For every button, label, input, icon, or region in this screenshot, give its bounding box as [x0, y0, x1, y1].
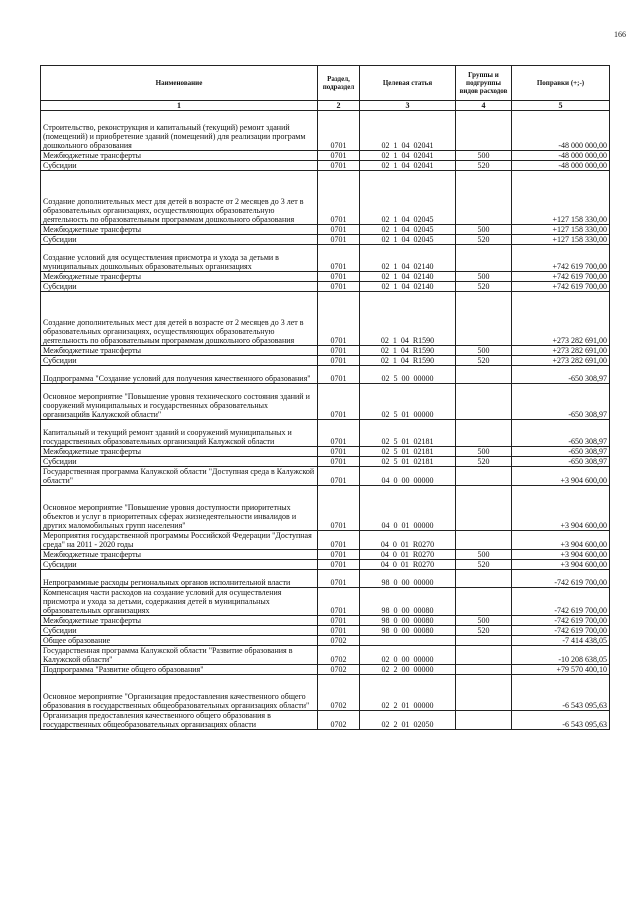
cell-name: Подпрограмма "Создание условий для получения качественного образования"	[41, 366, 318, 384]
table-row	[41, 467, 610, 486]
cell-group	[456, 467, 512, 486]
cell-section: 0701	[318, 457, 360, 467]
table-row	[41, 384, 610, 420]
cell-name: Межбюджетные трансферты	[41, 272, 318, 282]
cell-section: 0702	[318, 711, 360, 730]
column-number: 3	[360, 101, 456, 111]
cell-section: 0702	[318, 665, 360, 675]
cell-section: 0702	[318, 675, 360, 711]
cell-amount: -742 619 700,00	[512, 616, 610, 626]
column-number: 1	[41, 101, 318, 111]
cell-group	[456, 245, 512, 272]
cell-group: 500	[456, 616, 512, 626]
table-row	[41, 346, 610, 356]
header-name: Наименование	[41, 66, 318, 101]
cell-amount: -742 619 700,00	[512, 588, 610, 616]
cell-group: 500	[456, 225, 512, 235]
cell-amount: -6 543 095,63	[512, 675, 610, 711]
cell-section: 0701	[318, 626, 360, 636]
cell-group: 500	[456, 447, 512, 457]
cell-amount: +273 282 691,00	[512, 356, 610, 366]
cell-name: Организация предоставления качественного общего образования в государственных общеобразовательных организациях области	[41, 711, 318, 730]
cell-group	[456, 665, 512, 675]
cell-group	[456, 711, 512, 730]
cell-section: 0701	[318, 282, 360, 292]
cell-name: Субсидии	[41, 560, 318, 570]
cell-target: 02 1 04 02045	[360, 171, 456, 225]
cell-amount: -650 308,97	[512, 447, 610, 457]
cell-amount: +742 619 700,00	[512, 282, 610, 292]
table-row	[41, 235, 610, 245]
cell-group: 520	[456, 356, 512, 366]
cell-target: 02 0 00 00000	[360, 646, 456, 665]
cell-target: 98 0 00 00080	[360, 626, 456, 636]
cell-section: 0702	[318, 636, 360, 646]
header-amount: Поправки (+;-)	[512, 66, 610, 101]
cell-section: 0701	[318, 531, 360, 550]
cell-target: 04 0 00 00000	[360, 467, 456, 486]
cell-amount: +742 619 700,00	[512, 245, 610, 272]
cell-name: Межбюджетные трансферты	[41, 346, 318, 356]
cell-target: 02 1 04 02140	[360, 272, 456, 282]
cell-name: Создание дополнительных мест для детей в возрасте от 2 месяцев до 3 лет в образовательных организациях, осуществляющих образовательную деятельность по образовательным программам дошкольного образования	[41, 171, 318, 225]
table-row	[41, 356, 610, 366]
cell-group: 520	[456, 626, 512, 636]
table-row	[41, 420, 610, 447]
cell-amount: -742 619 700,00	[512, 626, 610, 636]
cell-section: 0701	[318, 550, 360, 560]
cell-group	[456, 111, 512, 151]
cell-target: 02 5 01 02181	[360, 457, 456, 467]
cell-group: 500	[456, 272, 512, 282]
cell-name: Субсидии	[41, 282, 318, 292]
cell-amount: -650 308,97	[512, 420, 610, 447]
cell-section: 0701	[318, 420, 360, 447]
cell-amount: -650 308,97	[512, 366, 610, 384]
cell-name: Строительство, реконструкция и капитальный (текущий) ремонт зданий (помещений) и приобретение зданий (помещений) для реализации программ дошкольного образования	[41, 111, 318, 151]
page-number: 166	[614, 30, 626, 39]
cell-name: Создание условий для осуществления присмотра и ухода за детьми в муниципальных дошкольных образовательных организациях	[41, 245, 318, 272]
cell-name: Государственная программа Калужской области "Доступная среда в Калужской области"	[41, 467, 318, 486]
cell-target: 02 1 04 02045	[360, 225, 456, 235]
cell-target: 02 2 01 00000	[360, 675, 456, 711]
cell-target: 02 1 04 R1590	[360, 356, 456, 366]
table-row	[41, 292, 610, 346]
cell-amount: +3 904 600,00	[512, 550, 610, 560]
cell-section: 0701	[318, 356, 360, 366]
cell-name: Межбюджетные трансферты	[41, 225, 318, 235]
cell-amount: -650 308,97	[512, 384, 610, 420]
table-row	[41, 636, 610, 646]
cell-target: 02 1 04 02140	[360, 245, 456, 272]
cell-section: 0701	[318, 467, 360, 486]
cell-name: Межбюджетные трансферты	[41, 151, 318, 161]
table-row	[41, 457, 610, 467]
column-number: 5	[512, 101, 610, 111]
cell-target: 02 2 01 02050	[360, 711, 456, 730]
table-row	[41, 161, 610, 171]
table-row	[41, 225, 610, 235]
header-section: Раздел, подраздел	[318, 66, 360, 101]
column-number: 2	[318, 101, 360, 111]
cell-section: 0701	[318, 570, 360, 588]
table-row	[41, 245, 610, 272]
cell-amount: +127 158 330,00	[512, 225, 610, 235]
cell-section: 0701	[318, 366, 360, 384]
cell-name: Непрограммные расходы региональных органов исполнительной власти	[41, 570, 318, 588]
cell-amount: +127 158 330,00	[512, 171, 610, 225]
cell-target: 02 1 04 R1590	[360, 346, 456, 356]
cell-amount: -48 000 000,00	[512, 111, 610, 151]
cell-group: 500	[456, 346, 512, 356]
table-row	[41, 616, 610, 626]
cell-target: 04 0 01 R0270	[360, 531, 456, 550]
cell-name: Субсидии	[41, 235, 318, 245]
cell-group	[456, 570, 512, 588]
cell-amount: -48 000 000,00	[512, 161, 610, 171]
cell-name: Капитальный и текущий ремонт зданий и сооружений муниципальных и государственных образовательных организаций Калужской области	[41, 420, 318, 447]
cell-group: 500	[456, 550, 512, 560]
cell-amount: -48 000 000,00	[512, 151, 610, 161]
table-row	[41, 560, 610, 570]
cell-name: Межбюджетные трансферты	[41, 616, 318, 626]
cell-name: Межбюджетные трансферты	[41, 447, 318, 457]
cell-target: 98 0 00 00080	[360, 588, 456, 616]
cell-amount: +3 904 600,00	[512, 560, 610, 570]
table-row	[41, 665, 610, 675]
cell-group	[456, 420, 512, 447]
cell-amount: +127 158 330,00	[512, 235, 610, 245]
cell-target: 02 1 04 R1590	[360, 292, 456, 346]
table-row	[41, 626, 610, 636]
cell-group	[456, 588, 512, 616]
cell-amount: +273 282 691,00	[512, 292, 610, 346]
cell-target: 02 1 04 02041	[360, 151, 456, 161]
cell-section: 0702	[318, 646, 360, 665]
cell-group	[456, 366, 512, 384]
cell-target: 04 0 01 R0270	[360, 550, 456, 560]
cell-group: 520	[456, 235, 512, 245]
cell-name: Субсидии	[41, 161, 318, 171]
cell-group	[456, 486, 512, 531]
cell-section: 0701	[318, 346, 360, 356]
cell-name: Межбюджетные трансферты	[41, 550, 318, 560]
cell-section: 0701	[318, 616, 360, 626]
table-row	[41, 675, 610, 711]
cell-target: 04 0 01 R0270	[360, 560, 456, 570]
cell-name: Подпрограмма "Развитие общего образования"	[41, 665, 318, 675]
cell-section: 0701	[318, 292, 360, 346]
column-number: 4	[456, 101, 512, 111]
cell-target: 02 5 01 02181	[360, 420, 456, 447]
cell-name: Создание дополнительных мест для детей в возрасте от 2 месяцев до 3 лет в образовательных организациях, осуществляющих образовательную деятельность по образовательным программам дошкольного образования	[41, 292, 318, 346]
cell-name: Основное мероприятие "Повышение уровня доступности приоритетных объектов и услуг в приоритетных сферах жизнедеятельности инвалидов и других маломобильных групп населения"	[41, 486, 318, 531]
cell-amount: -10 208 638,05	[512, 646, 610, 665]
cell-name: Основное мероприятие "Организация предоставления качественного общего образования в государственных общеобразовательных организациях области"	[41, 675, 318, 711]
cell-section: 0701	[318, 245, 360, 272]
table-row	[41, 282, 610, 292]
table-row	[41, 272, 610, 282]
cell-name: Основное мероприятие "Повышение уровня технического состояния зданий и сооружений муниципальных и государственных образовательных организацийв Калужской области"	[41, 384, 318, 420]
table-header-row	[41, 66, 610, 101]
table-row	[41, 447, 610, 457]
cell-target: 98 0 00 00000	[360, 570, 456, 588]
cell-group: 520	[456, 457, 512, 467]
cell-group	[456, 384, 512, 420]
cell-target: 02 1 04 02041	[360, 111, 456, 151]
cell-amount: +742 619 700,00	[512, 272, 610, 282]
cell-group: 520	[456, 161, 512, 171]
cell-section: 0701	[318, 272, 360, 282]
cell-group	[456, 636, 512, 646]
cell-amount: +3 904 600,00	[512, 486, 610, 531]
table-row	[41, 588, 610, 616]
cell-name: Субсидии	[41, 457, 318, 467]
table-row	[41, 646, 610, 665]
cell-section: 0701	[318, 560, 360, 570]
table-row	[41, 711, 610, 730]
table-row	[41, 570, 610, 588]
table-row	[41, 111, 610, 151]
cell-group	[456, 675, 512, 711]
cell-section: 0701	[318, 235, 360, 245]
cell-section: 0701	[318, 151, 360, 161]
column-number-row	[41, 101, 610, 111]
cell-amount: +273 282 691,00	[512, 346, 610, 356]
cell-group: 520	[456, 282, 512, 292]
cell-target: 02 1 04 02045	[360, 235, 456, 245]
cell-name: Субсидии	[41, 626, 318, 636]
cell-section: 0701	[318, 384, 360, 420]
table-body	[41, 111, 610, 730]
cell-target: 02 1 04 02140	[360, 282, 456, 292]
cell-target: 02 2 00 00000	[360, 665, 456, 675]
cell-group: 520	[456, 560, 512, 570]
cell-group	[456, 646, 512, 665]
cell-amount: +79 570 400,10	[512, 665, 610, 675]
header-target: Целевая статья	[360, 66, 456, 101]
cell-name: Субсидии	[41, 356, 318, 366]
cell-group: 500	[456, 151, 512, 161]
cell-section: 0701	[318, 588, 360, 616]
cell-target: 02 1 04 02041	[360, 161, 456, 171]
cell-amount: +3 904 600,00	[512, 467, 610, 486]
cell-section: 0701	[318, 486, 360, 531]
cell-name: Мероприятия государственной программы Российской Федерации "Доступная среда" на 2011 - 2020 годы	[41, 531, 318, 550]
cell-section: 0701	[318, 161, 360, 171]
cell-name: Государственная программа Калужской области "Развитие образования в Калужской области"	[41, 646, 318, 665]
cell-section: 0701	[318, 225, 360, 235]
table-row	[41, 550, 610, 560]
cell-name: Компенсация части расходов на создание условий для осуществления присмотра и ухода за детьми, содержания детей в муниципальных образовательных организациях	[41, 588, 318, 616]
header-group: Группы и подгруппы видов расходов	[456, 66, 512, 101]
table-row	[41, 531, 610, 550]
cell-amount: -7 414 438,05	[512, 636, 610, 646]
cell-target: 02 5 01 00000	[360, 384, 456, 420]
cell-group	[456, 292, 512, 346]
cell-section: 0701	[318, 111, 360, 151]
cell-target: 04 0 01 00000	[360, 486, 456, 531]
cell-name: Общее образование	[41, 636, 318, 646]
table-row	[41, 171, 610, 225]
cell-section: 0701	[318, 171, 360, 225]
cell-amount: -742 619 700,00	[512, 570, 610, 588]
cell-target: 02 5 01 02181	[360, 447, 456, 457]
cell-group	[456, 171, 512, 225]
budget-amendments-table	[40, 65, 610, 730]
cell-amount: -650 308,97	[512, 457, 610, 467]
cell-amount: -6 543 095,63	[512, 711, 610, 730]
table-row	[41, 486, 610, 531]
cell-group	[456, 531, 512, 550]
cell-target: 02 5 00 00000	[360, 366, 456, 384]
table-row	[41, 366, 610, 384]
table-row	[41, 151, 610, 161]
cell-target: 98 0 00 00080	[360, 616, 456, 626]
cell-amount: +3 904 600,00	[512, 531, 610, 550]
cell-target	[360, 636, 456, 646]
cell-section: 0701	[318, 447, 360, 457]
